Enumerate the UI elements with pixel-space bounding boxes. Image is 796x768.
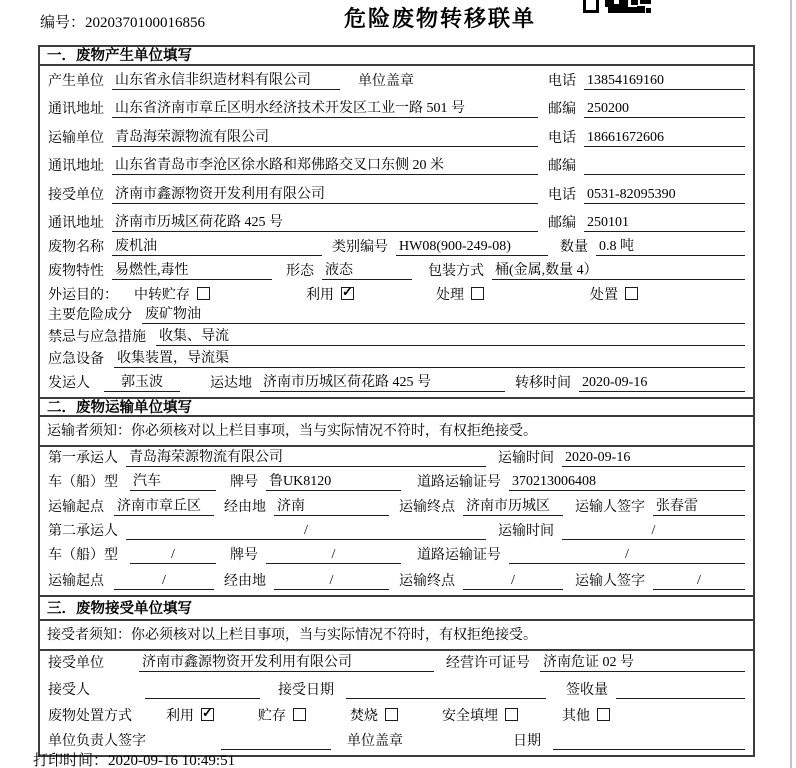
license-label: 经营许可证号 xyxy=(446,656,530,671)
plate-1-label: 牌号 xyxy=(230,475,258,490)
responsible-sign-label: 单位负责人签字 xyxy=(48,734,146,749)
waste-traits-label: 废物特性 xyxy=(48,264,104,279)
row-receive-info xyxy=(40,677,753,704)
waste-form-value: 液态 xyxy=(322,262,412,280)
transport-time-2-label: 运输时间 xyxy=(498,524,554,539)
row-transfer-purpose xyxy=(40,285,753,307)
producer-zip-label: 邮编 xyxy=(548,102,576,117)
row-receiver-address xyxy=(40,209,753,237)
disposal-method-label: 废物处置方式 xyxy=(48,708,132,724)
purpose-option-utilize: 利用 ✓ xyxy=(306,284,354,304)
transport-time-1-label: 运输时间 xyxy=(498,451,554,466)
disposal-option-landfill: 安全填埋 xyxy=(442,705,518,725)
transporter-address-value: 山东省青岛市李沧区徐水路和郑佛路交叉口东侧 20 米 xyxy=(112,157,538,175)
receiver-address-value: 济南市历城区荷花路 425 号 xyxy=(112,214,538,232)
row-transporter-address xyxy=(40,152,753,180)
row-transporter xyxy=(40,123,753,152)
row-disposal-method xyxy=(40,704,753,730)
vehicle-type-1-label: 车（船）型 xyxy=(48,475,118,490)
route-start-1-label: 运输起点 xyxy=(48,500,104,515)
transporter-zip-label: 邮编 xyxy=(548,159,576,174)
carrier-sign-1-label: 运输人签字 xyxy=(575,500,645,515)
emergency-measures-value: 收集、导流 xyxy=(156,328,745,346)
packing-value: 桶(金属,数量 4） xyxy=(492,262,745,280)
receiver-notice: 接受者须知：你必须核对以上栏目事项，当与实际情况不符时，有权拒绝接受。 xyxy=(40,621,753,651)
print-time xyxy=(33,749,235,768)
carrier-sign-2-value: / xyxy=(653,572,745,590)
receive-qty-label: 签收量 xyxy=(566,683,608,698)
route-start-2-label: 运输起点 xyxy=(48,574,104,589)
row-vehicle-2 xyxy=(40,545,753,569)
receive-date-label: 接受日期 xyxy=(278,683,334,698)
route-end-2-label: 运输终点 xyxy=(399,574,455,589)
row-receiver xyxy=(40,180,753,209)
row-vehicle-1 xyxy=(40,472,753,496)
disposal-option-utilize: 利用 ✓ xyxy=(166,705,214,725)
receive-unit-value: 济南市鑫源物资开发利用有限公司 xyxy=(139,654,434,672)
road-permit-1-label: 道路运输证号 xyxy=(417,475,501,490)
receive-person-value xyxy=(145,681,260,699)
receive-qty-value xyxy=(616,681,745,699)
row-second-carrier xyxy=(40,521,753,545)
section-3-header: 三．废物接受单位填写 xyxy=(40,595,753,621)
vehicle-type-1-value: 汽车 xyxy=(130,473,216,491)
emergency-equipment-value: 收集装置，导流渠 xyxy=(114,350,745,368)
unit-seal-label: 单位盖章 xyxy=(358,74,414,89)
checkbox-disposal-landfill xyxy=(505,708,518,721)
receiver-address-label: 通讯地址 xyxy=(48,216,104,231)
road-permit-2-label: 道路运输证号 xyxy=(417,548,501,563)
receiver-phone-label: 电话 xyxy=(548,188,576,203)
responsible-sign-value xyxy=(221,732,331,750)
route-end-1-value: 济南市历城区 xyxy=(463,498,563,516)
road-permit-1-value: 370213006408 xyxy=(509,473,745,491)
waste-name-label: 废物名称 xyxy=(48,240,104,255)
plate-2-value: / xyxy=(266,546,401,564)
receive-date-value xyxy=(346,681,546,699)
print-time-label: 打印时间： xyxy=(33,753,109,768)
route-via-2-value: / xyxy=(274,572,389,590)
hazard-components-label: 主要危险成分 xyxy=(48,308,132,323)
route-via-1-value: 济南 xyxy=(274,498,389,516)
checkbox-disposal-incinerate xyxy=(385,708,398,721)
row-waste-traits xyxy=(40,261,753,285)
road-permit-2-value: / xyxy=(509,546,745,564)
receiver-label: 接受单位 xyxy=(48,188,104,203)
row-hazard-components xyxy=(40,307,753,329)
hazard-components-value: 废矿物油 xyxy=(142,306,745,324)
waste-qty-value: 0.8 吨 xyxy=(596,238,745,256)
transporter-zip-value xyxy=(584,157,745,175)
emergency-measures-label: 禁忌与应急措施 xyxy=(48,330,146,345)
receiver-zip-label: 邮编 xyxy=(548,216,576,231)
checkbox-treat xyxy=(471,287,484,300)
row-emergency-measures xyxy=(40,329,753,351)
transport-time-2-value: / xyxy=(562,522,745,540)
producer-phone-label: 电话 xyxy=(548,74,576,89)
transporter-notice: 运输者须知：你必须核对以上栏目事项，当与实际情况不符时，有权拒绝接受。 xyxy=(40,417,753,447)
row-emergency-equipment xyxy=(40,351,753,373)
purpose-option-dispose: 处置 xyxy=(590,284,638,304)
section-1-header: 一．废物产生单位填写 xyxy=(40,47,753,66)
doc-number-label: 编号： xyxy=(40,15,86,31)
disposal-option-storage: 贮存 xyxy=(258,705,306,725)
producer-zip-value: 250200 xyxy=(584,100,745,118)
row-receive-unit xyxy=(40,651,753,677)
row-route-2 xyxy=(40,569,753,595)
transfer-form xyxy=(38,45,755,757)
unit-seal-label-2: 单位盖章 xyxy=(347,734,403,749)
receiver-phone-value: 0531-82095390 xyxy=(584,186,745,204)
row-producer xyxy=(40,66,753,95)
section-2-header: 二．废物运输单位填写 xyxy=(40,397,753,417)
destination-label: 运达地 xyxy=(210,376,252,391)
transporter-label: 运输单位 xyxy=(48,131,104,146)
waste-traits-value: 易燃性,毒性 xyxy=(112,262,272,280)
transfer-time-value: 2020-09-16 xyxy=(579,374,745,392)
transporter-value: 青岛海荣源物流有限公司 xyxy=(112,129,538,147)
row-waste-name xyxy=(40,237,753,261)
receive-person-label: 接受人 xyxy=(48,683,90,698)
checkbox-utilize xyxy=(341,287,354,300)
emergency-equipment-label: 应急设备 xyxy=(48,352,104,367)
page-edge-divider xyxy=(790,0,792,768)
dispatcher-label: 发运人 xyxy=(48,376,90,391)
plate-1-value: 鲁UK8120 xyxy=(266,473,401,491)
checkbox-disposal-utilize xyxy=(201,708,214,721)
waste-category-label: 类别编号 xyxy=(332,240,388,255)
doc-number-value: 2020370100016856 xyxy=(85,15,206,31)
producer-value: 山东省永信非织造材料有限公司 xyxy=(112,72,340,90)
carrier-sign-1-value: 张春雷 xyxy=(653,498,745,516)
destination-value: 济南市历城区荷花路 425 号 xyxy=(260,374,505,392)
plate-2-label: 牌号 xyxy=(230,548,258,563)
receiver-value: 济南市鑫源物资开发利用有限公司 xyxy=(112,186,538,204)
transfer-purpose-label: 外运目的： xyxy=(48,287,118,303)
purpose-option-transfer-storage: 中转贮存 xyxy=(134,284,210,304)
receiver-zip-value: 250101 xyxy=(584,214,745,232)
checkbox-disposal-storage xyxy=(293,708,306,721)
transporter-address-label: 通讯地址 xyxy=(48,159,104,174)
sign-date-value xyxy=(553,732,745,750)
disposal-option-incinerate: 焚烧 xyxy=(350,705,398,725)
producer-address-value: 山东省济南市章丘区明水经济技术开发区工业一路 501 号 xyxy=(112,100,538,118)
second-carrier-label: 第二承运人 xyxy=(48,524,118,539)
producer-label: 产生单位 xyxy=(48,74,104,89)
purpose-option-treat: 处理 xyxy=(436,284,484,304)
route-start-1-value: 济南市章丘区 xyxy=(114,498,214,516)
row-producer-address xyxy=(40,95,753,123)
transporter-phone-label: 电话 xyxy=(548,131,576,146)
second-carrier-value: / xyxy=(126,522,486,540)
row-first-carrier xyxy=(40,447,753,472)
producer-phone-value: 13854169160 xyxy=(584,72,745,90)
first-carrier-label: 第一承运人 xyxy=(48,451,118,466)
route-end-2-value: / xyxy=(463,572,563,590)
page-title: 危险废物转移联单 xyxy=(343,6,536,31)
row-dispatch xyxy=(40,373,753,397)
waste-category-value: HW08(900-249-08) xyxy=(396,238,548,256)
checkbox-dispose xyxy=(625,287,638,300)
route-via-2-label: 经由地 xyxy=(224,574,266,589)
row-route-1 xyxy=(40,496,753,521)
waste-form-label: 形态 xyxy=(286,264,314,279)
producer-address-label: 通讯地址 xyxy=(48,102,104,117)
checkbox-transfer-storage xyxy=(197,287,210,300)
transfer-time-label: 转移时间 xyxy=(515,376,571,391)
transport-time-1-value: 2020-09-16 xyxy=(562,449,745,467)
route-start-2-value: / xyxy=(114,572,214,590)
carrier-sign-2-label: 运输人签字 xyxy=(575,574,645,589)
sign-date-label: 日期 xyxy=(513,734,541,749)
packing-label: 包装方式 xyxy=(428,264,484,279)
disposal-option-other: 其他 xyxy=(562,705,610,725)
waste-name-value: 废机油 xyxy=(112,238,322,256)
route-end-1-label: 运输终点 xyxy=(399,500,455,515)
dispatcher-value: 郭玉波 xyxy=(104,374,180,392)
route-via-1-label: 经由地 xyxy=(224,500,266,515)
transporter-phone-value: 18661672606 xyxy=(584,129,745,147)
print-time-value: 2020-09-16 10:49:51 xyxy=(108,753,236,768)
vehicle-type-2-value: / xyxy=(130,546,216,564)
receive-unit-label: 接受单位 xyxy=(48,656,104,671)
first-carrier-value: 青岛海荣源物流有限公司 xyxy=(126,449,486,467)
checkbox-disposal-other xyxy=(597,708,610,721)
license-value: 济南危证 02 号 xyxy=(540,654,745,672)
vehicle-type-2-label: 车（船）型 xyxy=(48,548,118,563)
waste-qty-label: 数量 xyxy=(560,240,588,255)
